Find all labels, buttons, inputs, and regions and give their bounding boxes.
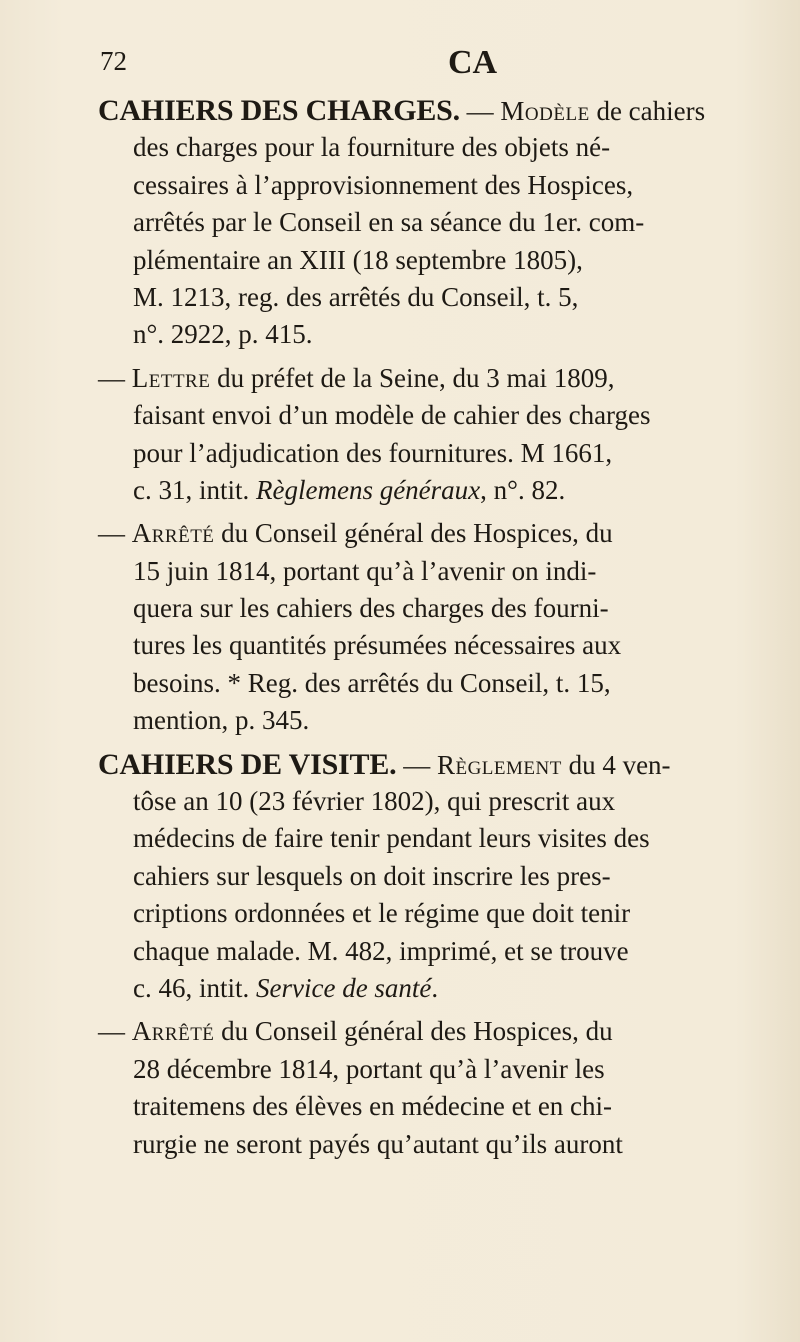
doc-type: Modèle (500, 96, 590, 126)
doc-type: Arrêté (131, 1016, 215, 1047)
body-text (98, 92, 778, 1169)
dash: — (98, 362, 132, 393)
doc-type: Lettre (131, 362, 211, 393)
text-line: des charges pour la fourniture des objets né- (133, 132, 611, 163)
entry-heading: CAHIERS DES CHARGES. (98, 94, 460, 127)
text-line: arrêtés par le Conseil en sa séance du 1er. com- (133, 207, 645, 238)
text-line (98, 970, 778, 1007)
doc-type: Règlement (436, 749, 562, 780)
line-text: du Conseil général des Hospices, du (214, 518, 613, 549)
text-line: chaque malade. M. 482, imprimé, et se trouve (133, 935, 629, 966)
text-line: rurgie ne seront payés qu’autant qu’ils auront (133, 1128, 623, 1159)
cross-reference: Service de santé (256, 972, 432, 1003)
text-line: tures les quantités présumées nécessaires aux (133, 630, 622, 661)
text-line: besoins. * Reg. des arrêtés du Conseil, t. 15, (133, 667, 611, 698)
text-line (98, 472, 778, 509)
text-line: cahiers sur lesquels on doit inscrire les pres- (133, 860, 611, 891)
text-line: tôse an 10 (23 février 1802), qui prescrit aux (133, 786, 616, 817)
line-text: de cahiers (589, 96, 706, 126)
line-text: du 4 ven- (561, 749, 671, 780)
text-line: 28 décembre 1814, portant qu’à l’avenir les (133, 1053, 605, 1084)
entry-heading: CAHIERS DE VISITE. (98, 747, 397, 781)
text-line: M. 1213, reg. des arrêtés du Conseil, t. 5, (133, 281, 579, 312)
running-head-letters: CA (448, 44, 498, 81)
line-text: c. 31, intit. (133, 474, 256, 505)
text-line: quera sur les cahiers des charges des fourni- (133, 593, 609, 624)
doc-type: Arrêté (131, 518, 215, 549)
text-line: plémentaire an XIII (18 septembre 1805), (133, 244, 583, 275)
entry-lettre-prefet (98, 360, 778, 510)
line-text: , n°. 82. (480, 474, 566, 505)
entry-cahiers-des-charges (98, 92, 778, 354)
text-line (98, 515, 778, 552)
entry-cahiers-de-visite (98, 746, 778, 1008)
text-line (98, 746, 778, 783)
text-line: mention, p. 345. (133, 705, 310, 736)
text-line: criptions ordonnées et le régime que doit tenir (133, 898, 631, 929)
text-line (98, 360, 778, 397)
text-line: médecins de faire tenir pendant leurs visites des (133, 823, 650, 854)
line-text: . (431, 972, 439, 1003)
page-number: 72 (100, 46, 127, 76)
dash: — (459, 96, 501, 126)
text-line: pour l’adjudication des fournitures. M 1661, (133, 437, 613, 468)
text-line (98, 1013, 778, 1050)
cross-reference: Règlemens généraux (256, 474, 481, 505)
text-line: n°. 2922, p. 415. (133, 319, 313, 350)
line-text: c. 46, intit. (133, 972, 256, 1003)
text-line: faisant envoi d’un modèle de cahier des charges (133, 400, 651, 431)
entry-arrete-1814-juin (98, 515, 778, 739)
entry-arrete-1814-decembre (98, 1013, 778, 1163)
text-line (98, 92, 778, 129)
running-head (100, 44, 740, 84)
dash: — (98, 1016, 132, 1047)
dash: — (396, 749, 437, 780)
text-line: 15 juin 1814, portant qu’à l’avenir on indi- (133, 555, 597, 586)
dash: — (98, 518, 132, 549)
text-line: traitemens des élèves en médecine et en chi- (133, 1091, 613, 1122)
line-text: du préfet de la Seine, du 3 mai 1809, (210, 362, 615, 393)
text-line: cessaires à l’approvisionnement des Hospices, (133, 169, 634, 200)
line-text: du Conseil général des Hospices, du (214, 1016, 613, 1047)
